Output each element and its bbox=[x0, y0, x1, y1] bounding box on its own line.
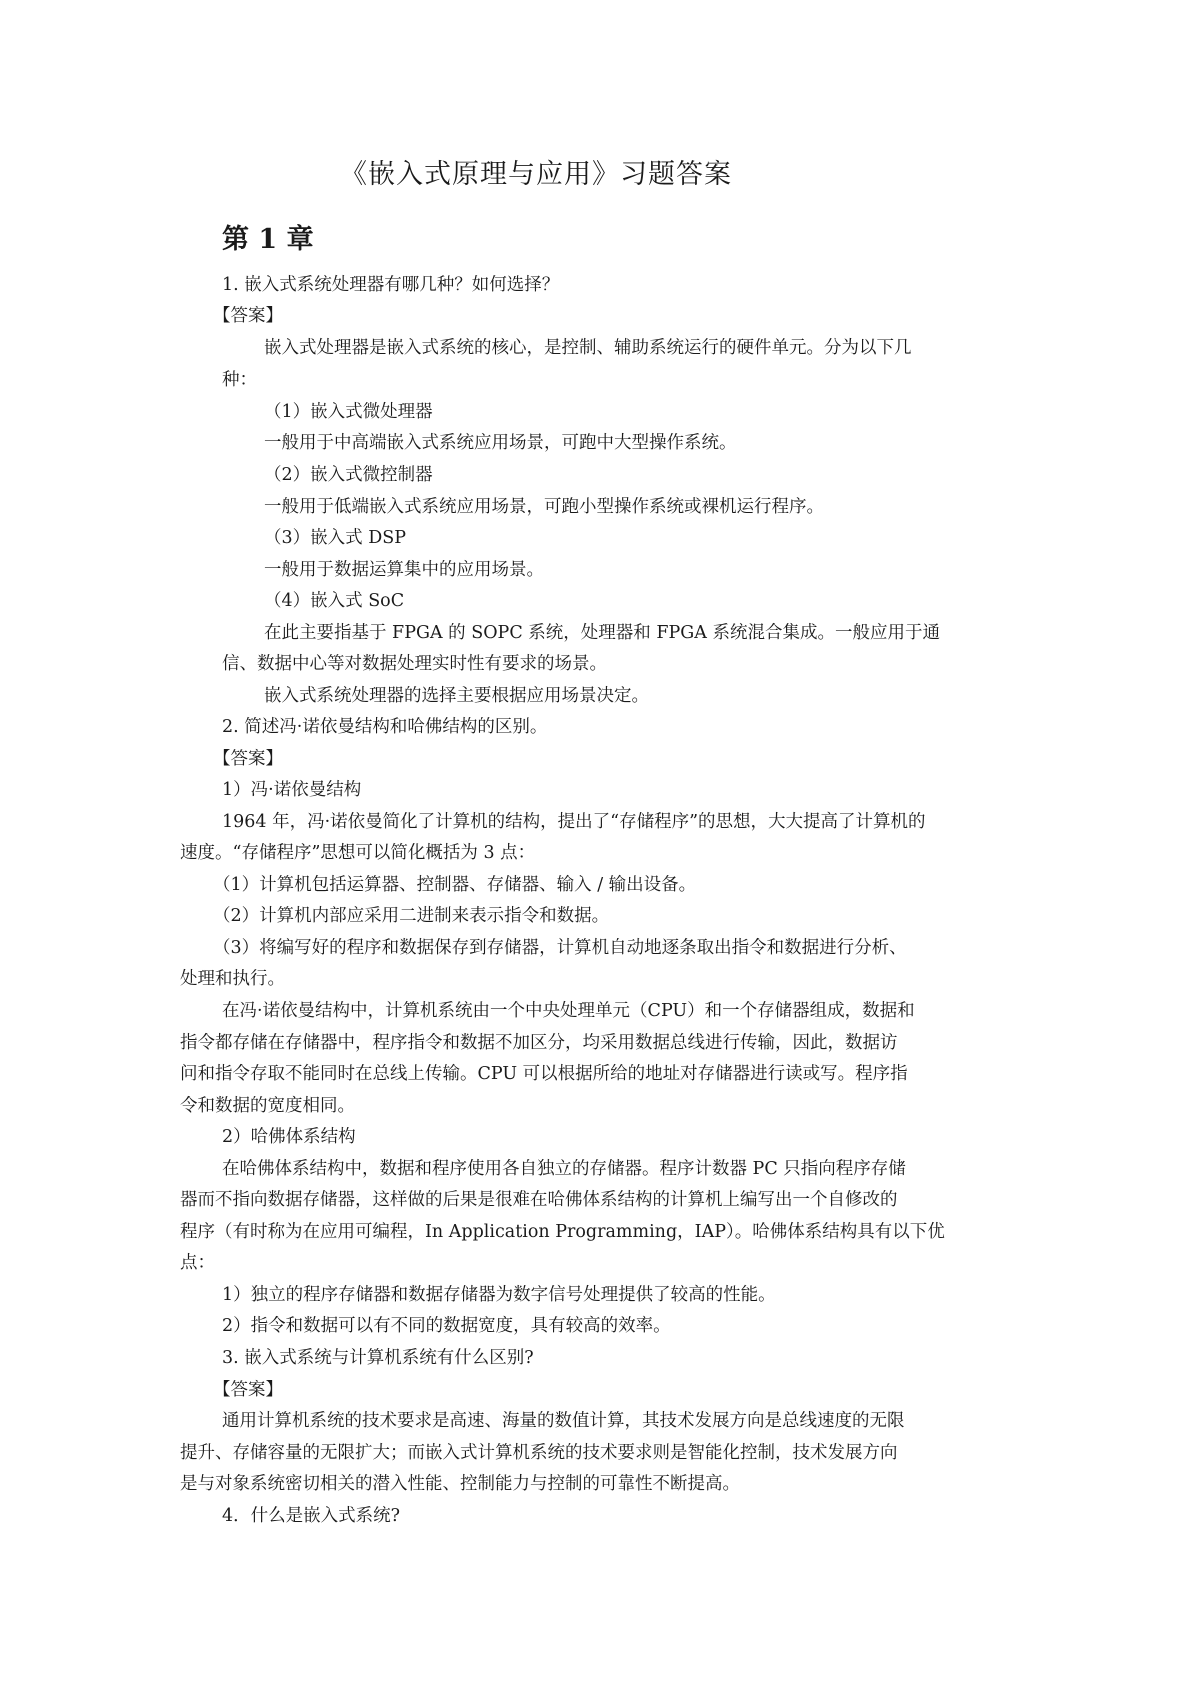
paragraph-line: 通用计算机系统的技术要求是高速、海量的数值计算，其技术发展方向是总线速度的无限 bbox=[222, 1411, 905, 1431]
paragraph-line: 一般用于中高端嵌入式系统应用场景，可跑中大型操作系统。 bbox=[264, 433, 737, 453]
list-item: 1）独立的程序存储器和数据存储器为数字信号处理提供了较高的性能。 bbox=[222, 1285, 776, 1305]
paragraph-line: 一般用于低端嵌入式系统应用场景，可跑小型操作系统或裸机运行程序。 bbox=[264, 497, 824, 517]
paragraph-line: 点： bbox=[180, 1253, 215, 1273]
list-item: （3）嵌入式 DSP bbox=[264, 528, 406, 548]
answer-label: 【答案】 bbox=[213, 306, 283, 326]
paragraph-line: 在冯·诺依曼结构中，计算机系统由一个中央处理单元（CPU）和一个存储器组成，数据和 bbox=[222, 1001, 915, 1021]
list-item: （3）将编写好的程序和数据保存到存储器，计算机自动地逐条取出指令和数据进行分析、 bbox=[213, 938, 907, 958]
paragraph-line: 速度。“存储程序”思想可以简化概括为 3 点： bbox=[180, 843, 536, 863]
paragraph-line: 程序（有时称为在应用可编程，In Application Programming，IAP）。哈佛体系结构具有以下优 bbox=[180, 1222, 945, 1242]
paragraph-line: 器而不指向数据存储器，这样做的后果是很难在哈佛体系结构的计算机上编写出一个自修改的 bbox=[180, 1190, 898, 1210]
list-item: （2）嵌入式微控制器 bbox=[264, 465, 433, 485]
paragraph-line: 1964 年，冯·诺依曼简化了计算机的结构，提出了“存储程序”的思想，大大提高了计算机的 bbox=[222, 812, 926, 832]
paragraph-line: 嵌入式系统处理器的选择主要根据应用场景决定。 bbox=[264, 686, 649, 706]
document-title: 《嵌入式原理与应用》习题答案 bbox=[340, 159, 732, 190]
list-item: （1）嵌入式微处理器 bbox=[264, 402, 433, 422]
section-heading: 2）哈佛体系结构 bbox=[222, 1127, 356, 1147]
paragraph-line: 信、数据中心等对数据处理实时性有要求的场景。 bbox=[222, 654, 607, 674]
paragraph-line: 一般用于数据运算集中的应用场景。 bbox=[264, 560, 544, 580]
question-2: 2. 简述冯·诺依曼结构和哈佛结构的区别。 bbox=[222, 717, 548, 737]
answer-label: 【答案】 bbox=[213, 1380, 283, 1400]
paragraph-line: 提升、存储容量的无限扩大；而嵌入式计算机系统的技术要求则是智能化控制，技术发展方向 bbox=[180, 1443, 898, 1463]
paragraph-line: 指令都存储在存储器中，程序指令和数据不加区分，均采用数据总线进行传输，因此，数据访 bbox=[180, 1033, 898, 1053]
question-3: 3. 嵌入式系统与计算机系统有什么区别? bbox=[222, 1348, 534, 1368]
paragraph-line: 处理和执行。 bbox=[180, 969, 285, 989]
list-item: （1）计算机包括运算器、控制器、存储器、输入 / 输出设备。 bbox=[213, 875, 697, 895]
answer-label: 【答案】 bbox=[213, 749, 283, 769]
list-item: （2）计算机内部应采用二进制来表示指令和数据。 bbox=[213, 906, 610, 926]
list-item: （4）嵌入式 SoC bbox=[264, 591, 405, 611]
paragraph-line: 令和数据的宽度相同。 bbox=[180, 1096, 355, 1116]
paragraph-line: 问和指令存取不能同时在总线上传输。CPU 可以根据所给的地址对存储器进行读或写。程序指 bbox=[180, 1064, 908, 1084]
chapter-heading: 第 1 章 bbox=[222, 224, 314, 255]
question-1: 1. 嵌入式系统处理器有哪几种？如何选择？ bbox=[222, 275, 560, 295]
list-item: 2）指令和数据可以有不同的数据宽度，具有较高的效率。 bbox=[222, 1316, 671, 1336]
paragraph-line: 种： bbox=[222, 370, 257, 390]
paragraph-line: 在哈佛体系结构中，数据和程序使用各自独立的存储器。程序计数器 PC 只指向程序存储 bbox=[222, 1159, 906, 1179]
paragraph-line: 是与对象系统密切相关的潜入性能、控制能力与控制的可靠性不断提高。 bbox=[180, 1474, 740, 1494]
section-heading: 1）冯·诺依曼结构 bbox=[222, 780, 362, 800]
question-4: 4．什么是嵌入式系统? bbox=[222, 1506, 401, 1526]
paragraph-line: 嵌入式处理器是嵌入式系统的核心，是控制、辅助系统运行的硬件单元。分为以下几 bbox=[264, 338, 912, 358]
paragraph-line: 在此主要指基于 FPGA 的 SOPC 系统，处理器和 FPGA 系统混合集成。一般应用于通 bbox=[264, 623, 940, 643]
